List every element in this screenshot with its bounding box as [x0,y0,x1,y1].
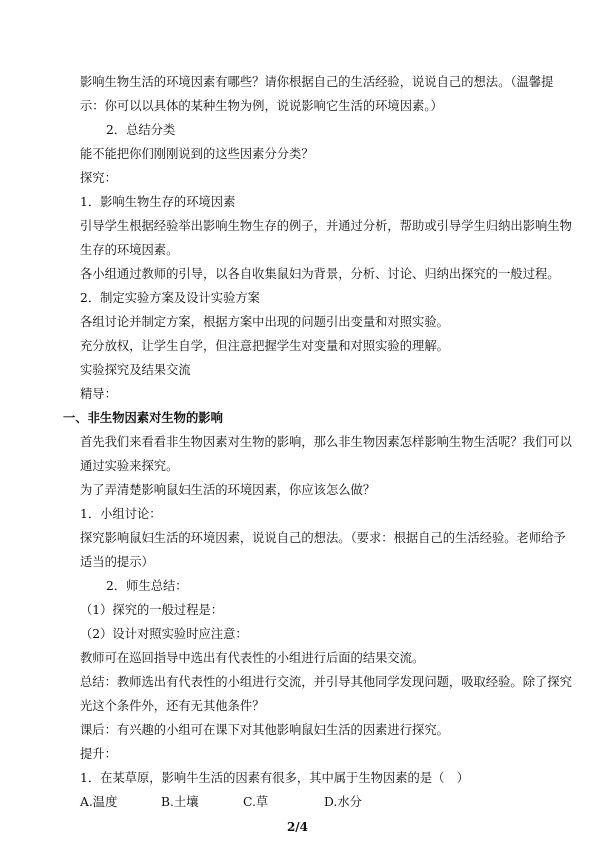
paragraph-line: 精导： [80,387,117,401]
section-heading: 2．总结分类 [106,123,176,137]
paragraph-line: （1）探究的一般过程是： [80,603,224,617]
page-number: 2/4 [286,820,309,834]
paragraph-line: 课后：有兴趣的小组可在课下对其他影响鼠妇生活的因素进行探究。 [80,723,449,737]
paragraph-line: 充分放权，让学生自学，但注意把握学生对变量和对照实验的理解。 [80,339,449,353]
paragraph-line: 教师可在巡回指导中选出有代表性的小组进行后面的结果交流。 [80,651,425,665]
paragraph-line: 各小组通过教师的引导，以各自收集鼠妇为背景，分析、讨论、归纳出探究的一般过程。 [80,267,560,281]
paragraph-line: 探究： [80,171,117,185]
paragraph-line: 通过实验来探究。 [80,459,179,473]
paragraph-line: 提升： [80,747,117,761]
question-line: 1．在某草原，影响牛生活的因素有很多，其中属于生物因素的是（ ） [80,771,470,785]
option-c: C.草 [243,795,269,809]
paragraph-line: 能不能把你们刚刚说到的这些因素分分类？ [80,147,314,161]
paragraph-line: 实验探究及结果交流 [80,363,191,377]
section-heading: 1．小组讨论： [80,507,162,521]
main-heading: 一、非生物因素对生物的影响 [63,410,223,425]
section-heading: 1．影响生物生存的环境因素 [80,195,236,209]
paragraph-line: 首先我们来看看非生物因素对生物的影响，那么非生物因素怎样影响生物生活呢？我们可以 [80,435,572,449]
paragraph-line: 示：你可以以具体的某种生物为例，说说影响它生活的环境因素。） [80,99,443,113]
paragraph-line: 各组讨论并制定方案，根据方案中出现的问题引出变量和对照实验。 [80,315,449,329]
section-heading: 2．制定实验方案及设计实验方案 [80,291,260,305]
paragraph-line: 影响生物生活的环境因素有哪些？请你根据自己的生活经验，说说自己的想法。（温馨提 [80,75,554,89]
paragraph-line: 光这个条件外，还有无其他条件？ [80,699,265,713]
option-d: D.水分 [324,795,362,809]
section-heading: 2．师生总结： [106,579,188,593]
option-b: B.土壤 [161,795,199,809]
paragraph-line: 探究影响鼠妇生活的环境因素，说说自己的想法。（要求：根据自己的生活经验。老师给予 [80,531,566,545]
paragraph-line: 总结：教师选出有代表性的小组进行交流，并引导其他同学发现问题，吸取经验。除了探究 [80,675,572,689]
paragraph-line: 引导学生根据经验举出影响生物生存的例子，并通过分析，帮助或引导学生归纳出影响生物 [80,219,572,233]
option-a: A.温度 [80,795,118,809]
paragraph-line: 为了弄清楚影响鼠妇生活的环境因素，你应该怎么做？ [80,483,376,497]
paragraph-line: （2）设计对照实验时应注意： [80,627,248,641]
paragraph-line: 生存的环境因素。 [80,243,179,257]
paragraph-line: 适当的提示） [80,555,154,569]
